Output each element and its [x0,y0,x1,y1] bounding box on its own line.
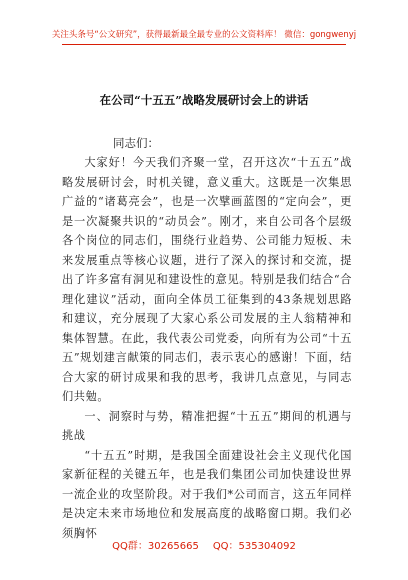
section-heading: 一、洞察时与势，精准把握“十五五”期间的机遇与挑战 [62,409,352,442]
footer-qq-number: QQ：535304092 [212,541,296,552]
paragraph-section-one: “十五五”时期，是我国全面建设社会主义现代化国家新征程的关键五年，也是我们集团公司加快建设世界一流企业的攻坚阶段。对于我们*公司而言，这五年同样是决定未来市场地位和发展高度的战略窗口期。我们必须胸怀 [62,448,352,540]
header-banner: 关注头条号“公文研究”，获得最新最全最专业的公文资料库！ 微信：gongwenyj [51,30,357,40]
document-body [62,153,352,543]
paragraph-opening: 大家好！今天我们齐聚一堂，召开这次“十五五”战略发展研讨会，时机关键，意义重大。这既是一次集思广益的“诸葛亮会”，也是一次擘画蓝图的“定向会”，更是一次凝聚共识的“动员会”。刚才，来自公司各个层级各个岗位的同志们，围绕行业趋势、公司能力短板、未来发展重点等核心议题，进行了深入的探讨和交流，提出了许多富有洞见和建设性的意见。特别是我们结合“合理化建议”活动，面向全体员工征集到的43条规划思路和建议，充分展现了大家心系公司发展的主人翁精神和集体智慧。在此，我代表公司党委，向所有为公司“十五五”规划建言献策的同志们，表示衷心的感谢！下面，结合大家的研讨成果和我的思考，我讲几点意见，与同志们共勉。 [62,156,352,403]
document-title: 在公司“十五五”战略发展研讨会上的讲话 [99,93,309,107]
footer-qq-group: QQ群：30265665 [112,541,199,552]
salutation: 同志们： [113,136,159,150]
header-divider [62,44,346,45]
footer-contact [0,537,408,552]
